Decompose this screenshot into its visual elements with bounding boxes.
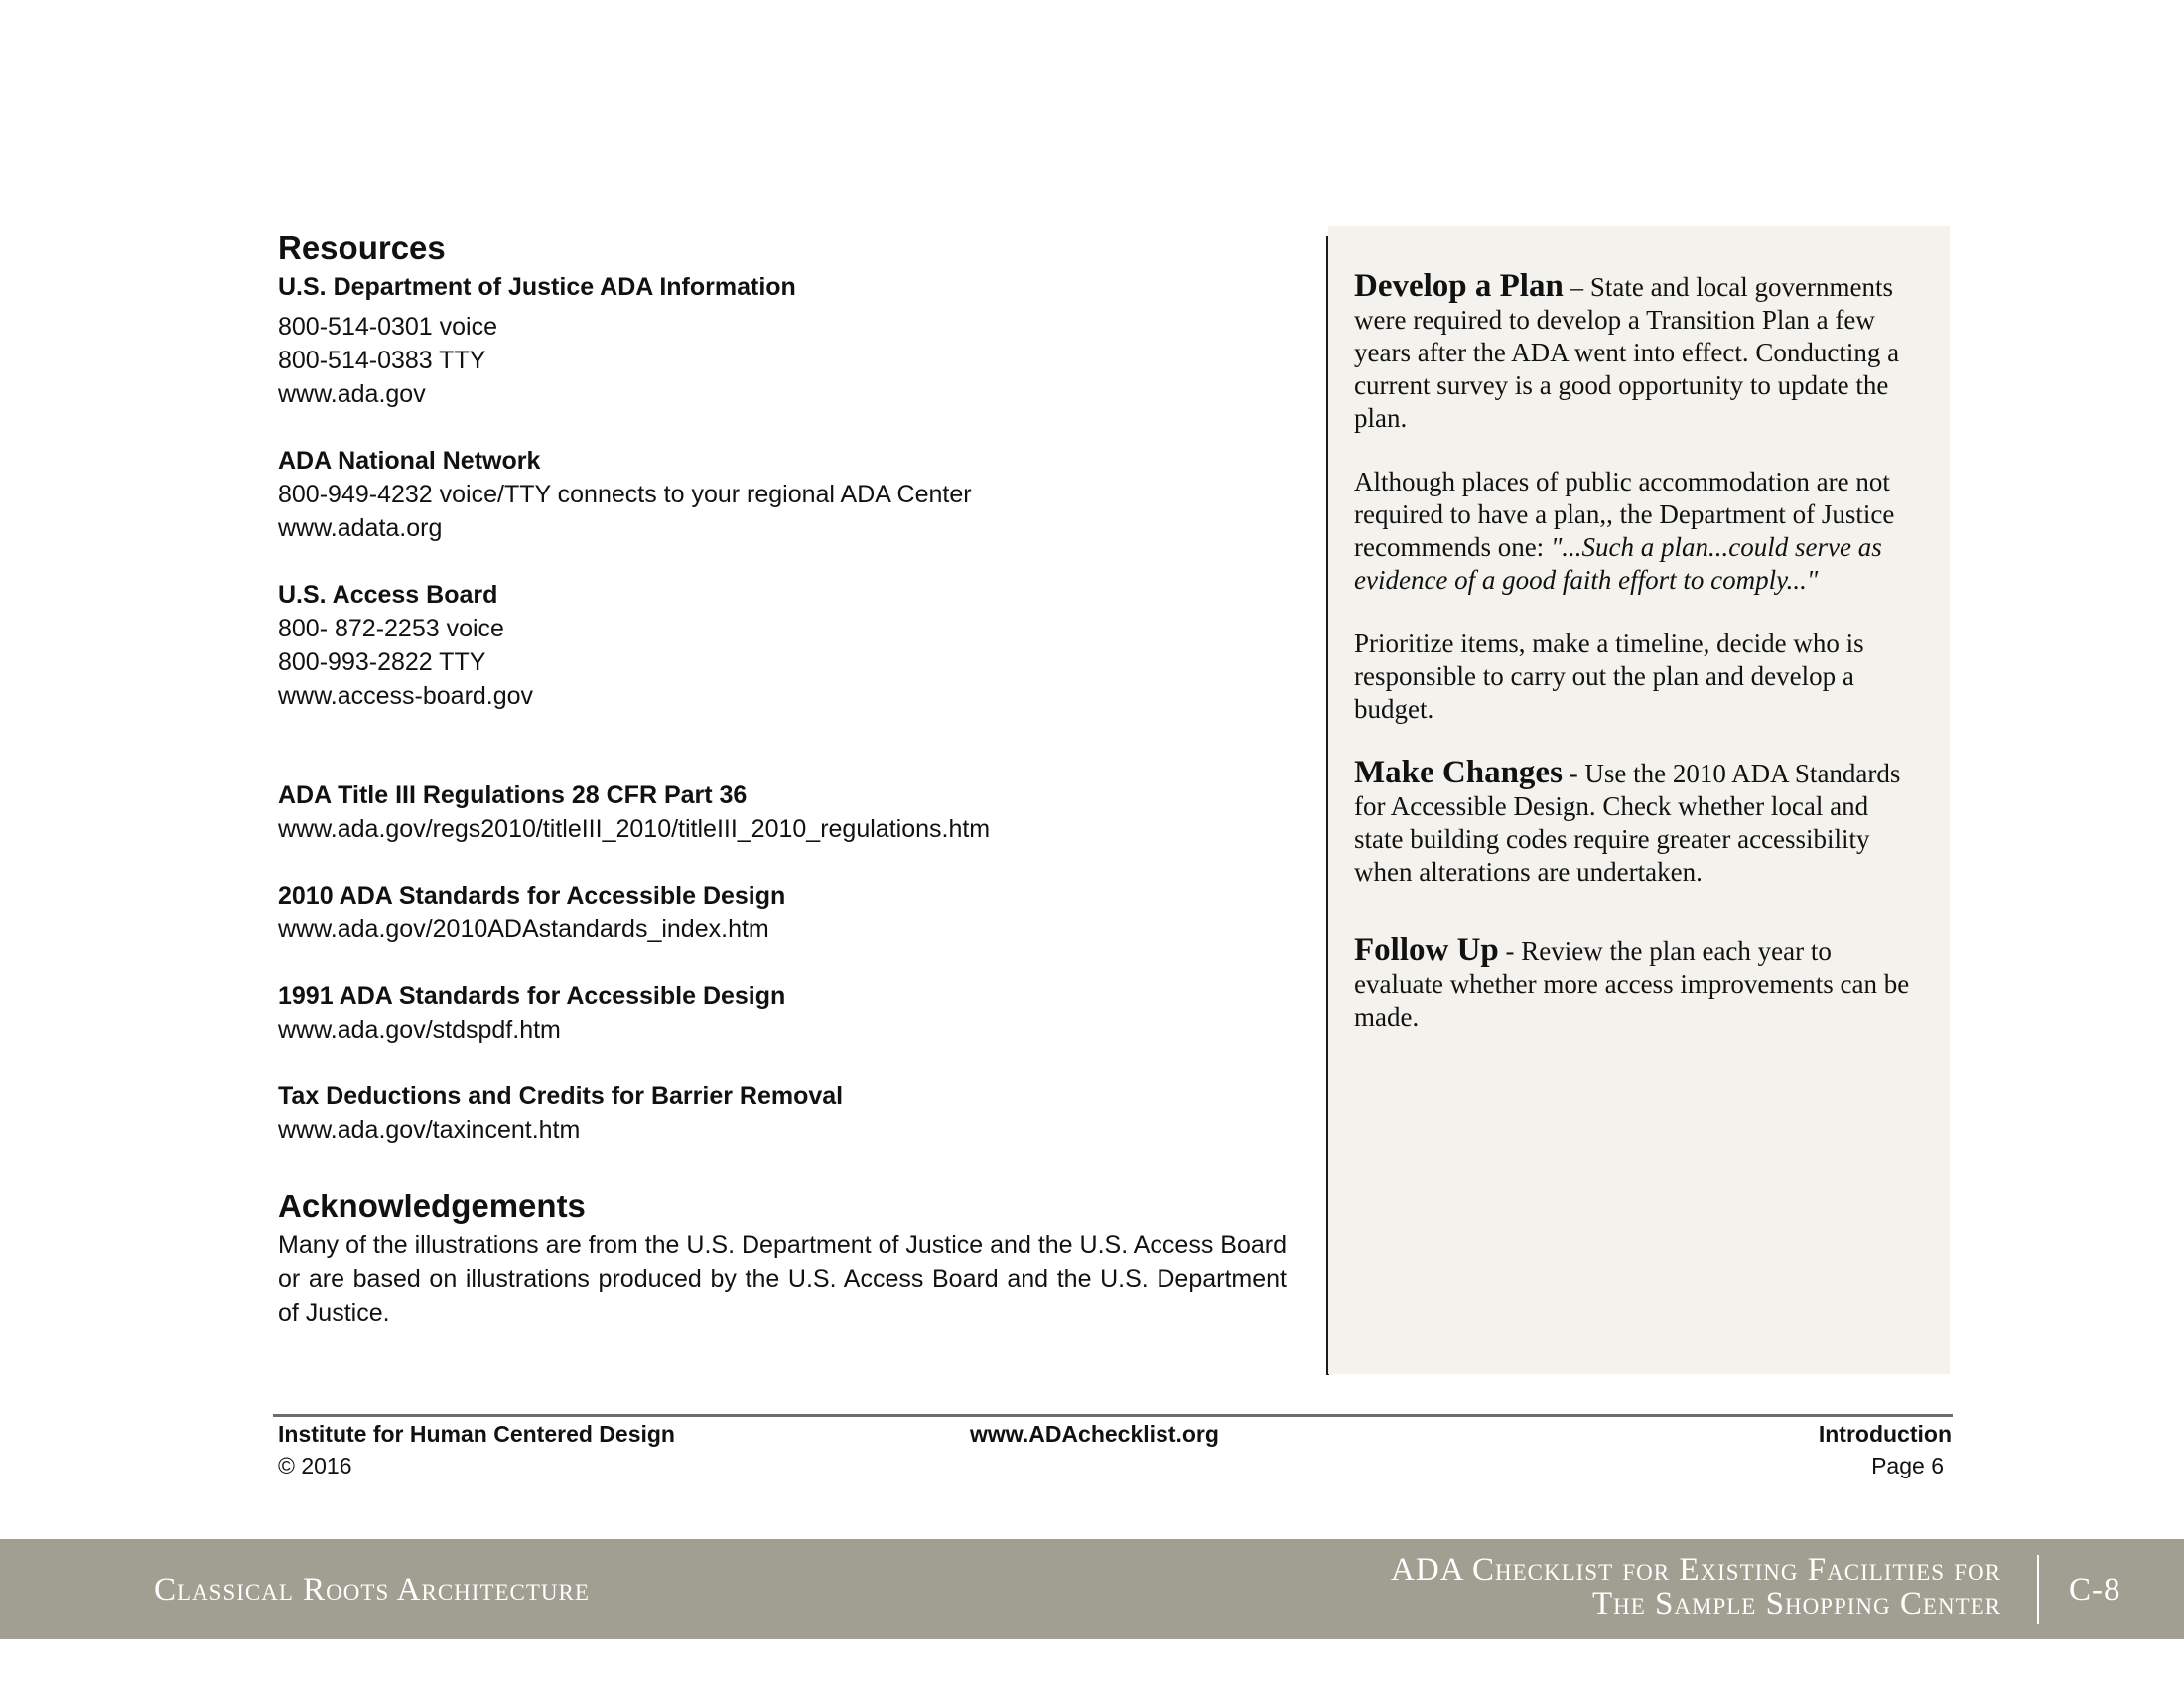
follow-up-text: - Review the plan each year to evaluate whether more access improvements can be made. [1354,936,1910,1032]
follow-up-heading: Follow Up [1354,932,1499,968]
resource-title-iii [278,778,1287,846]
resource-phone: 800- 872-2253 voice [278,615,504,642]
resource-link[interactable]: www.ada.gov/stdspdf.htm [278,1016,561,1044]
public-accommodation-text: Although places of public accommodation are not required to have a plan,, the Department of Justice recommends one: [1354,467,1895,562]
banner-title-line1: ADA Checklist for Existing Facilities for [1391,1552,2001,1588]
prioritize-paragraph: Prioritize items, make a timeline, decide who is responsible to carry out the plan and develop a budget. [1354,629,1864,724]
resource-link[interactable]: www.ada.gov [278,380,426,408]
resource-phone: 800-514-0301 voice [278,313,497,341]
resource-doj [278,270,1287,411]
resource-title: ADA National Network [278,447,541,475]
footer-copyright: © 2016 [278,1453,352,1478]
doj-quote: "...Such a plan...could serve as evidence of a good faith effort to comply..." [1354,532,1882,595]
sidebar-content [1354,270,1922,1064]
resource-phone: 800-949-4232 voice/TTY connects to your regional ADA Center [278,481,972,508]
resource-link[interactable]: www.adata.org [278,514,443,542]
follow-up-paragraph [1354,934,1922,1034]
resource-title: U.S. Access Board [278,581,498,609]
develop-plan-heading: Develop a Plan [1354,268,1564,304]
banner-title-line2: The Sample Shopping Center [1591,1586,2001,1621]
resource-2010-standards [278,879,1287,946]
footer-right [1819,1418,1952,1481]
spacer [278,746,1287,778]
resource-access-board [278,578,1287,713]
resource-title: 2010 ADA Standards for Accessible Design [278,882,786,910]
footer-divider [273,1414,1953,1417]
banner-document-title [1391,1553,2001,1620]
resource-title: 1991 ADA Standards for Accessible Design [278,982,786,1010]
footer-page-number: Page 6 [1871,1453,1944,1478]
page-footer [278,1418,1952,1487]
acknowledgements-text: Many of the illustrations are from the U.S. Department of Justice and the U.S. Access Board or are based on illustrations produced by the U.S. Access Board and the U.S. Department of Justice. [278,1231,1287,1327]
document-banner [0,1539,2184,1639]
resource-title: U.S. Department of Justice ADA Information [278,273,796,301]
footer-section: Introduction [1818,1421,1952,1447]
resource-link[interactable]: www.ada.gov/regs2010/titleIII_2010/titleIII_2010_regulations.htm [278,815,991,843]
footer-org: Institute for Human Centered Design [278,1421,675,1447]
make-changes-text: - Use the 2010 ADA Standards for Accessible Design. Check whether local and state building codes require greater accessibility when alterations are undertaken. [1354,759,1901,887]
footer-website[interactable]: www.ADAchecklist.org [970,1421,1219,1447]
resource-link[interactable]: www.ada.gov/2010ADAstandards_index.htm [278,915,769,943]
resource-tax [278,1079,1287,1147]
resource-title: ADA Title III Regulations 28 CFR Part 36 [278,781,748,809]
develop-plan-paragraph [1354,270,1922,435]
resource-1991-standards [278,979,1287,1047]
plan-sidebar [1328,226,1950,1374]
acknowledgements-heading: Acknowledgements [278,1188,586,1224]
make-changes-paragraph [1354,757,1922,889]
develop-plan-text: – State and local governments were required to develop a Transition Plan a few years after the ADA went into effect. Conducting a current survey is a good opportunity to update the plan. [1354,272,1900,433]
resource-link[interactable]: www.ada.gov/taxincent.htm [278,1116,581,1144]
resource-title: Tax Deductions and Credits for Barrier Removal [278,1082,844,1110]
resource-link[interactable]: www.access-board.gov [278,682,534,710]
resource-phone: 800-514-0383 TTY [278,347,486,374]
resource-ada-network [278,444,1287,545]
resources-heading: Resources [278,229,446,266]
banner-page-code: C-8 [2069,1572,2121,1608]
resources-column [278,226,1287,1330]
footer-left [278,1418,675,1481]
public-accommodation-paragraph [1354,466,1922,597]
banner-firm-name: Classical Roots Architecture [154,1572,590,1608]
resource-phone: 800-993-2822 TTY [278,648,486,676]
banner-divider [2037,1555,2039,1624]
make-changes-heading: Make Changes [1354,755,1563,790]
